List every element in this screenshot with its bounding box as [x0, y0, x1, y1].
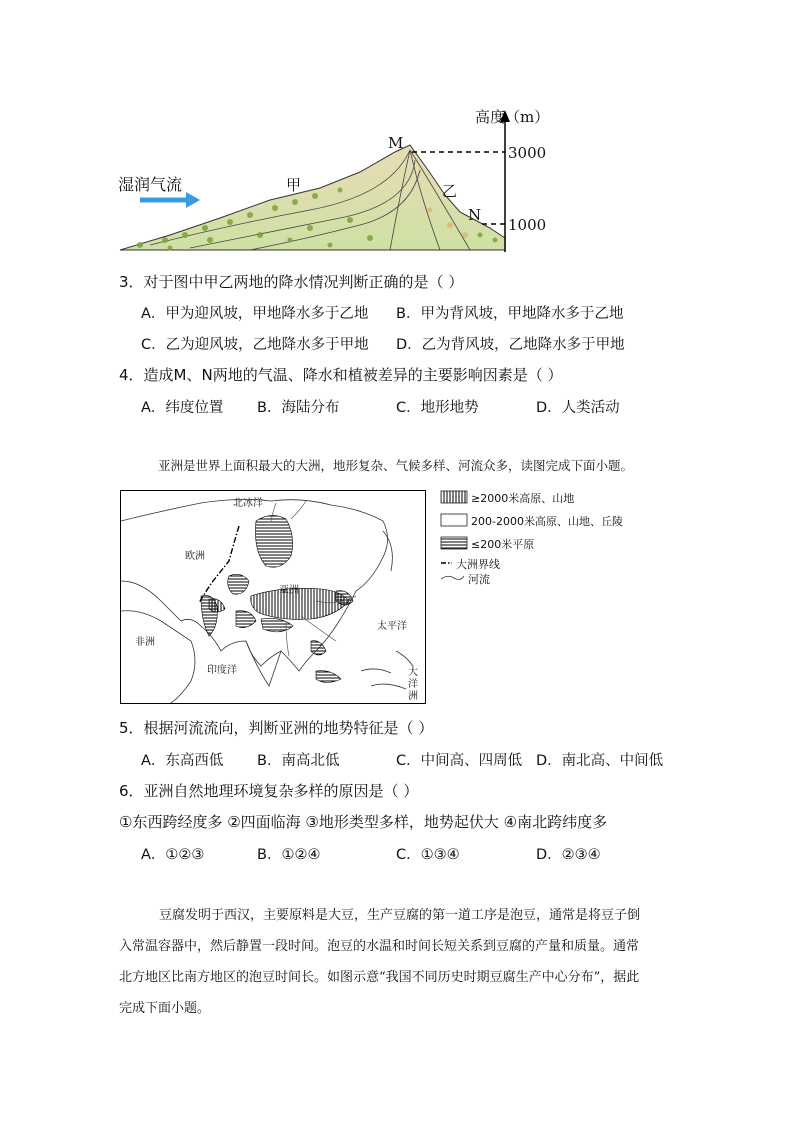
q4-option-b[interactable]: B．海陆分布 [257, 400, 340, 416]
q3-option-d[interactable]: D．乙为背风坡，乙地降水多于甲地 [396, 337, 625, 353]
tick-3000: 3000 [508, 144, 547, 162]
legend-swatch-mid [441, 514, 467, 526]
label-jia: 甲 [286, 176, 302, 194]
q6-items: ①东西跨经度多 ②四面临海 ③地形类型多样，地势起伏大 ④南北跨纬度多 [119, 813, 608, 831]
tofu-line-4: 完成下面小题。 [119, 1001, 211, 1016]
q5-option-d[interactable]: D．南北高、中间低 [536, 753, 664, 769]
legend-boundary: 大洲界线 [456, 558, 500, 571]
tofu-line-3: 北方地区比南方地区的泡豆时间长。如图示意“我国不同历史时期豆腐生产中心分布”，据此 [119, 970, 640, 985]
height-axis-title: 高度（m） [475, 108, 550, 126]
q6-stem: 6．亚洲自然地理环境复杂多样的原因是（ ） [119, 782, 419, 800]
q3-option-c[interactable]: C．乙为迎风坡，乙地降水多于甲地 [141, 337, 369, 353]
legend-swatch-river [441, 576, 464, 580]
tofu-line-2: 入常温容器中，然后静置一段时间。泡豆的水温和时间长短关系到豆腐的产量和质量。通常 [119, 939, 640, 954]
map-label-pacific: 太平洋 [377, 621, 407, 632]
tibetan-plateau [251, 588, 349, 619]
airflow-label: 湿润气流 [118, 175, 183, 194]
q3-stem: 3．对于图中甲乙两地的降水情况判断正确的是（ ） [119, 273, 464, 291]
q5-option-c[interactable]: C．中间高、四周低 [396, 753, 523, 769]
map-label-indian-ocean: 印度洋 [207, 665, 237, 676]
q4-stem: 4．造成M、N两地的气温、降水和植被差异的主要影响因素是（ ） [119, 366, 563, 384]
q5-option-a[interactable]: A．东高西低 [141, 753, 224, 769]
label-m: M [388, 134, 404, 152]
map-label-africa: 非洲 [135, 637, 155, 648]
tofu-paragraph [119, 900, 679, 1024]
q6-option-b[interactable]: B．①②④ [257, 847, 321, 863]
legend-swatch-low [441, 537, 467, 549]
q4-option-a[interactable]: A．纬度位置 [141, 400, 224, 416]
map-label-oceania-3: 洲 [408, 691, 418, 702]
legend-swatch-high [441, 491, 467, 503]
q6-option-d[interactable]: D．②③④ [536, 847, 601, 863]
eurasia-coast [121, 499, 388, 671]
tofu-line-1: 豆腐发明于西汉，主要原料是大豆，生产豆腐的第一道工序是泡豆，通常是将豆子倒 [159, 908, 641, 923]
legend-mid: 200-2000米高原、山地、丘陵 [471, 515, 623, 528]
africa-coast [121, 611, 195, 703]
map-label-asia: 亚洲 [279, 585, 299, 596]
map-label-oceania-1: 大 [408, 667, 418, 678]
q4-option-d[interactable]: D．人类活动 [536, 400, 620, 416]
legend-river: 河流 [468, 573, 490, 586]
q6-option-a[interactable]: A．①②③ [141, 847, 205, 863]
q4-option-c[interactable]: C．地形地势 [396, 400, 479, 416]
legend-high: ≥2000米高原、山地 [471, 492, 575, 505]
map-label-oceania-2: 洋 [408, 679, 418, 690]
q5-option-b[interactable]: B．南高北低 [257, 753, 340, 769]
mountain-figure [110, 100, 570, 260]
west-siberian-plain [255, 515, 292, 567]
q6-option-c[interactable]: C．①③④ [396, 847, 460, 863]
label-n: N [468, 206, 482, 224]
label-yi: 乙 [442, 182, 458, 200]
map-label-arctic: 北冰洋 [233, 498, 263, 509]
tick-1000: 1000 [508, 216, 547, 234]
map-label-europe: 欧洲 [185, 551, 205, 562]
asia-intro: 亚洲是世界上面积最大的大洲，地形复杂、气候多样、河流众多，读图完成下面小题。 [158, 458, 634, 473]
asia-map [120, 490, 426, 704]
legend-low: ≤200米平原 [471, 538, 535, 551]
q5-stem: 5．根据河流流向，判断亚洲的地势特征是（ ） [119, 719, 434, 737]
islands [361, 531, 413, 689]
asia-map-drawing [121, 491, 425, 703]
q3-option-b[interactable]: B．甲为背风坡，甲地降水多于乙地 [396, 306, 624, 322]
map-legend [440, 490, 623, 590]
q3-option-a[interactable]: A．甲为迎风坡，甲地降水多于乙地 [141, 306, 369, 322]
